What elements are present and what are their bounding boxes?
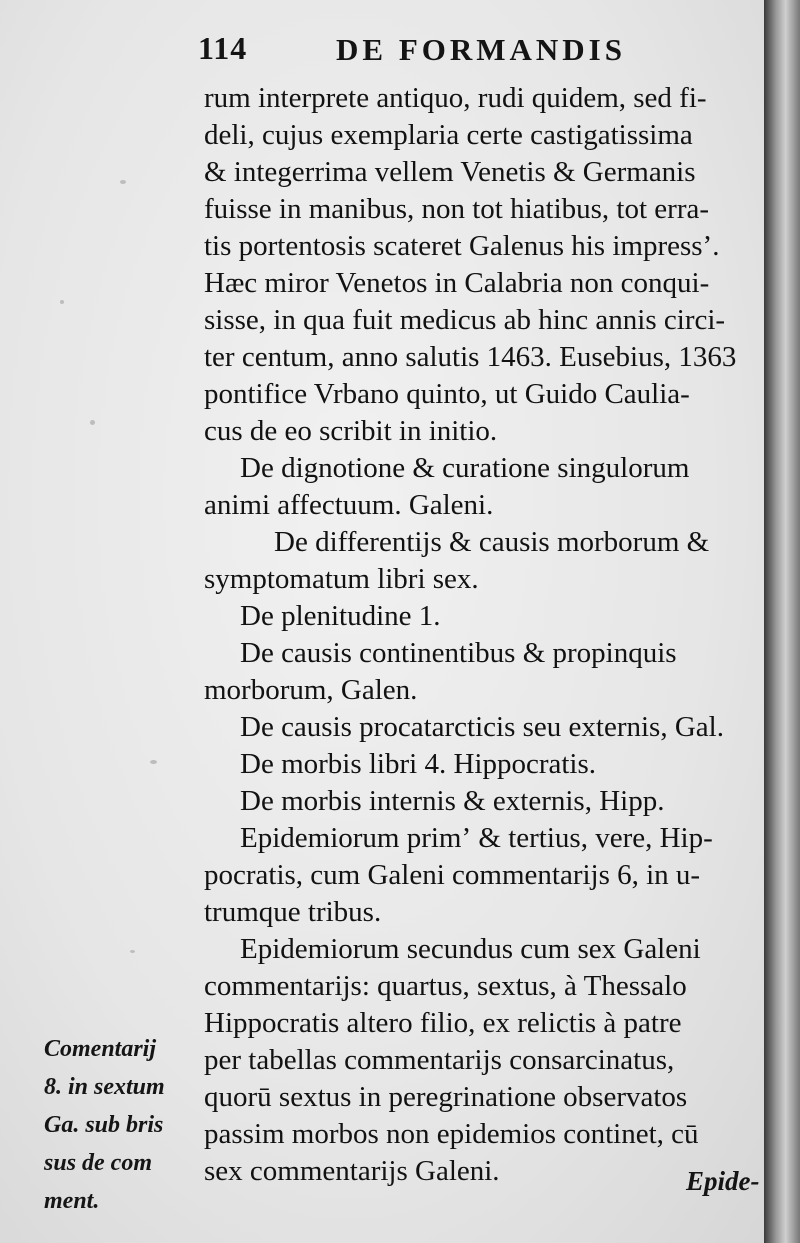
text-line: pontifice Vrbano quinto, ut Guido Caulia- <box>204 378 690 410</box>
running-head: DE FORMANDIS <box>336 32 626 67</box>
catchword: Epide- <box>686 1166 760 1196</box>
text-line: Hæc miror Venetos in Calabria non conqui- <box>204 267 710 299</box>
text-line: deli, cujus exemplaria certe castigatissima <box>204 119 693 151</box>
text-line: rum interprete antiquo, rudi quidem, sed fi- <box>204 82 707 114</box>
text-line: tis portentosis scateret Galenus his impressʼ. <box>204 230 720 262</box>
book-gutter <box>764 0 800 1243</box>
text-line: sisse, in qua fuit medicus ab hinc annis circi- <box>204 304 726 336</box>
page-header <box>196 30 756 74</box>
text-line: fuisse in manibus, non tot hiatibus, tot erra- <box>204 193 710 225</box>
text-line: animi affectuum. Galeni. <box>204 489 494 521</box>
text-line: trumque tribus. <box>204 896 382 928</box>
text-line: sex commentarijs Galeni. <box>204 1155 500 1187</box>
text-line: De plenitudine 1. <box>240 600 441 632</box>
text-line: De morbis libri 4. Hippocratis. <box>240 748 597 780</box>
text-line: passim morbos non epidemios continet, cū <box>204 1118 699 1150</box>
text-line: morborum, Galen. <box>204 674 418 706</box>
text-line: Hippocratis altero filio, ex relictis à patre <box>204 1007 682 1039</box>
margin-note <box>44 1030 204 1220</box>
text-line: De morbis internis & externis, Hipp. <box>240 785 665 817</box>
margin-note-line: Ga. sub bris <box>44 1112 164 1138</box>
page-number: 114 <box>198 30 248 66</box>
margin-note-line: Comentarij <box>44 1036 157 1062</box>
text-line: pocratis, cum Galeni commentarijs 6, in u- <box>204 859 701 891</box>
text-line: quorū sextus in peregrinatione observatos <box>204 1081 688 1113</box>
text-line: De causis continentibus & propinquis <box>240 637 677 669</box>
body-text <box>204 80 764 1190</box>
text-line: Epidemiorum secundus cum sex Galeni <box>240 933 701 965</box>
text-line: per tabellas commentarijs consarcinatus, <box>204 1044 675 1076</box>
text-line: & integerrima vellem Venetis & Germanis <box>204 156 696 188</box>
text-line: symptomatum libri sex. <box>204 563 479 595</box>
text-line: De differentijs & causis morborum & <box>274 526 710 558</box>
text-line: cus de eo scribit in initio. <box>204 415 498 447</box>
margin-note-line: ment. <box>44 1188 100 1214</box>
text-line: De dignotione & curatione singulorum <box>240 452 690 484</box>
text-line: ter centum, anno salutis 1463. Eusebius, 1363 <box>204 341 737 373</box>
text-line: commentarijs: quartus, sextus, à Thessalo <box>204 970 687 1002</box>
text-line: Epidemiorum primʼ & tertius, vere, Hip- <box>240 822 713 854</box>
margin-note-line: sus de com <box>44 1150 152 1176</box>
margin-note-line: 8. in sextum <box>44 1074 165 1100</box>
text-line: De causis procatarcticis seu externis, Gal. <box>240 711 724 743</box>
